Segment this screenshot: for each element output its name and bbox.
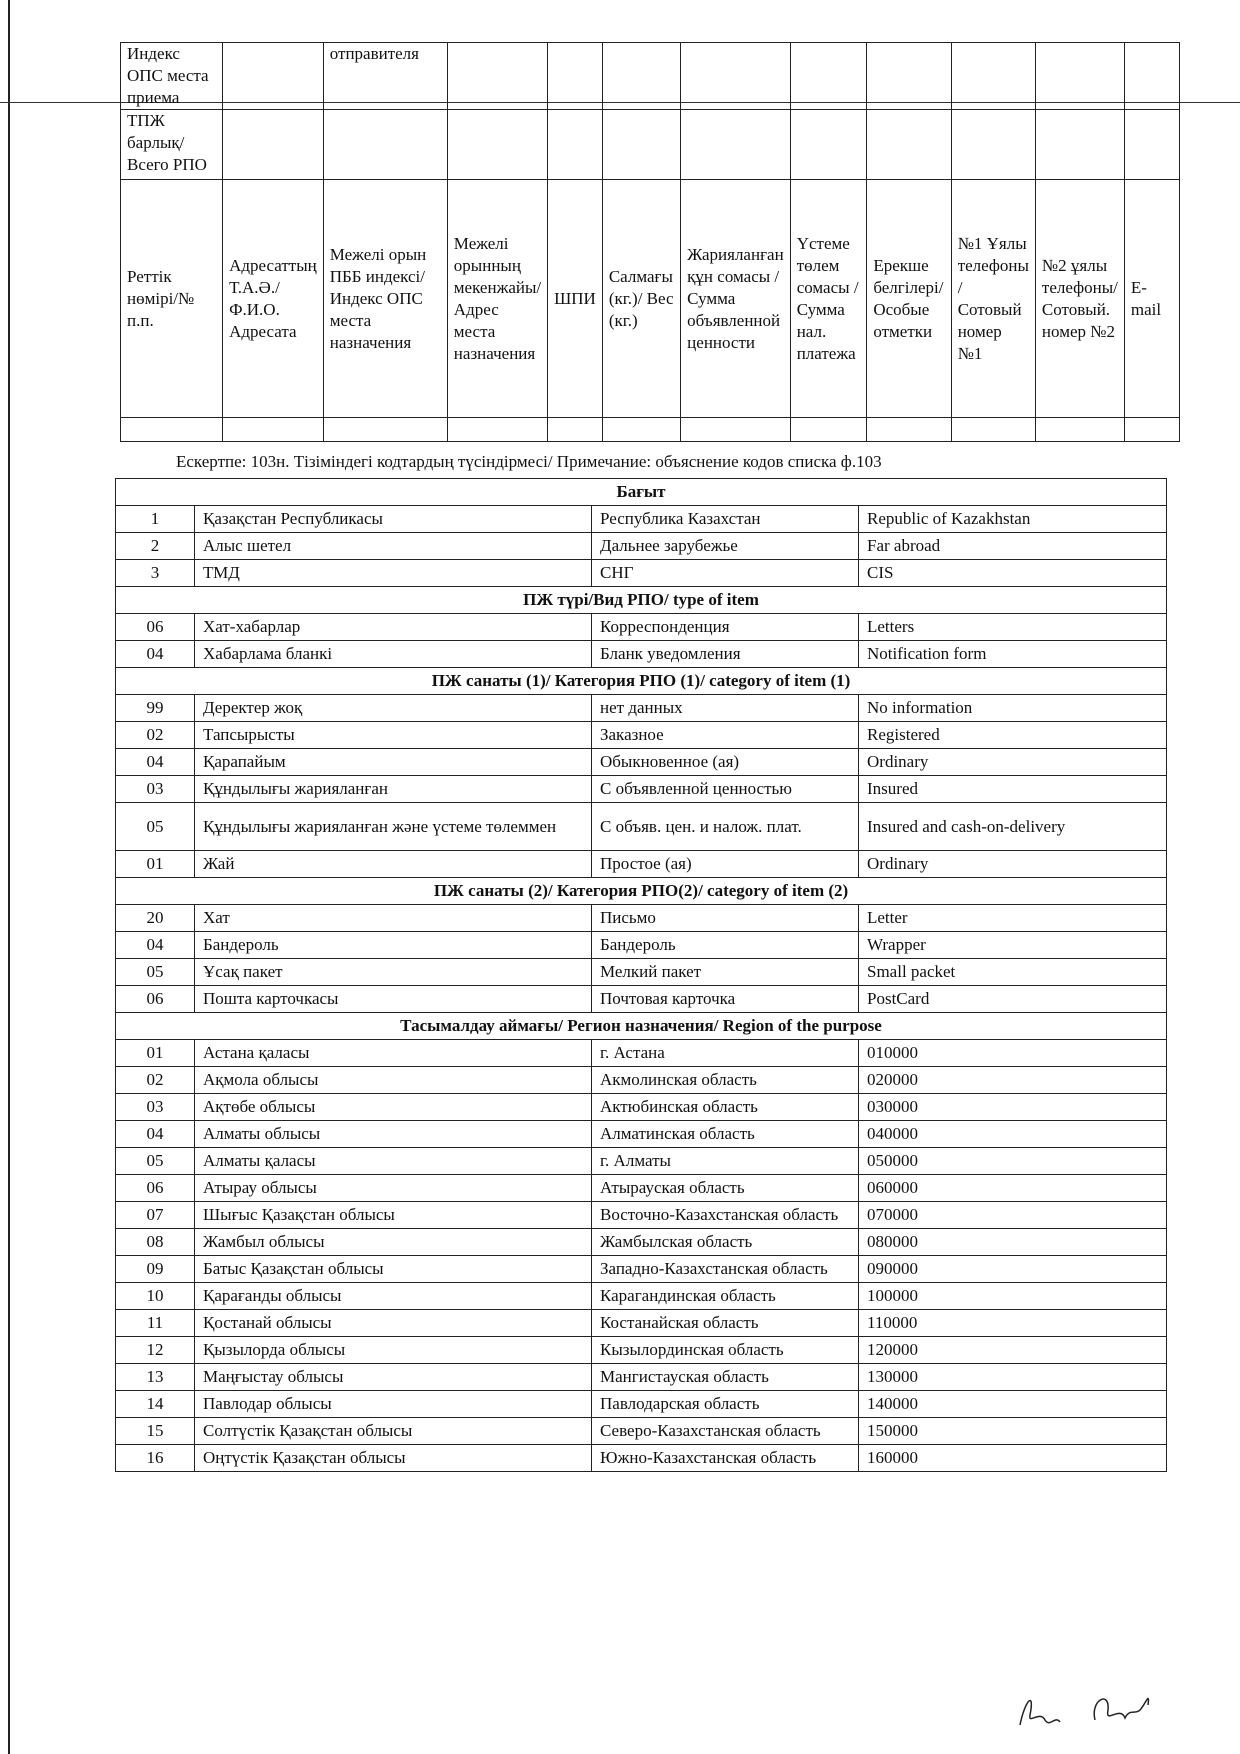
table-row — [116, 641, 1167, 668]
en-cell: Insured — [859, 776, 1167, 803]
kz-cell: Ақмола облысы — [195, 1067, 592, 1094]
code-cell: 06 — [116, 614, 195, 641]
en-cell: Letters — [859, 614, 1167, 641]
section-header: ПЖ санаты (2)/ Категория РПО(2)/ category of item (2) — [116, 878, 1167, 905]
header-spi: ШПИ — [548, 180, 603, 418]
register-cell — [790, 418, 867, 442]
postal-index-cell: 070000 — [859, 1202, 1167, 1229]
register-cell — [548, 418, 603, 442]
section-header: ПЖ санаты (1)/ Категория РПО (1)/ category of item (1) — [116, 668, 1167, 695]
table-row — [116, 1094, 1167, 1121]
ru-cell: Северо-Казахстанская область — [592, 1418, 859, 1445]
code-cell: 06 — [116, 986, 195, 1013]
table-row — [116, 1364, 1167, 1391]
table-row — [116, 614, 1167, 641]
code-cell: 13 — [116, 1364, 195, 1391]
en-cell: Ordinary — [859, 851, 1167, 878]
kz-cell: Маңғыстау облысы — [195, 1364, 592, 1391]
section-header: Бағыт — [116, 479, 1167, 506]
en-cell: Republic of Kazakhstan — [859, 506, 1167, 533]
code-cell: 05 — [116, 959, 195, 986]
direction-table — [115, 478, 1167, 1472]
register-cell — [447, 43, 547, 110]
kz-cell: Тапсырысты — [195, 722, 592, 749]
ru-cell: Бандероль — [592, 932, 859, 959]
ru-cell: Карагандинская область — [592, 1283, 859, 1310]
table-row — [116, 560, 1167, 587]
register-cell — [951, 43, 1035, 110]
codes-note: Ескертпе: 103н. Тізіміндегі кодтардың түсіндірмесі/ Примечание: объяснение кодов списка ф.103 — [176, 452, 882, 471]
table-row — [116, 1229, 1167, 1256]
ru-cell: Почтовая карточка — [592, 986, 859, 1013]
register-cell: Индекс ОПС места приема — [121, 43, 223, 110]
code-cell: 06 — [116, 1175, 195, 1202]
header-weight: Салмағы (кг.)/ Вес (кг.) — [602, 180, 680, 418]
code-cell: 99 — [116, 695, 195, 722]
header-cod-amount: Үстеме төлем сомасы / Сумма нал. платежа — [790, 180, 867, 418]
register-cell — [1035, 418, 1124, 442]
kz-cell: Оңтүстік Қазақстан облысы — [195, 1445, 592, 1472]
header-declared-value: Жарияланған құн сомасы / Сумма объявленной ценности — [681, 180, 791, 418]
register-row-index — [121, 43, 1180, 110]
code-cell: 05 — [116, 803, 195, 851]
header-destination-address: Межелі орынның мекенжайы/ Адрес места назначения — [447, 180, 547, 418]
en-cell: Small packet — [859, 959, 1167, 986]
kz-cell: Қостанай облысы — [195, 1310, 592, 1337]
kz-cell: Қызылорда облысы — [195, 1337, 592, 1364]
code-cell: 04 — [116, 932, 195, 959]
register-cell — [867, 43, 951, 110]
postal-index-cell: 120000 — [859, 1337, 1167, 1364]
kz-cell: Жамбыл облысы — [195, 1229, 592, 1256]
kz-cell: Пошта карточкасы — [195, 986, 592, 1013]
ru-cell: Простое (ая) — [592, 851, 859, 878]
register-cell — [1124, 418, 1179, 442]
left-margin-rule — [8, 0, 10, 1754]
code-cell: 08 — [116, 1229, 195, 1256]
kz-cell: Алматы қаласы — [195, 1148, 592, 1175]
code-cell: 2 — [116, 533, 195, 560]
en-cell: Registered — [859, 722, 1167, 749]
ru-cell: Мелкий пакет — [592, 959, 859, 986]
table-row — [116, 506, 1167, 533]
code-cell: 04 — [116, 749, 195, 776]
register-row-total — [121, 110, 1180, 180]
table-row — [116, 851, 1167, 878]
code-cell: 16 — [116, 1445, 195, 1472]
register-cell — [548, 110, 603, 180]
table-row — [116, 1175, 1167, 1202]
table-row — [116, 959, 1167, 986]
ru-cell: С объяв. цен. и налож. плат. — [592, 803, 859, 851]
handwritten-signature — [1000, 1670, 1180, 1740]
table-row — [116, 1121, 1167, 1148]
register-cell — [548, 43, 603, 110]
register-cell — [1035, 110, 1124, 180]
kz-cell: Хабарлама бланкі — [195, 641, 592, 668]
code-cell: 02 — [116, 1067, 195, 1094]
kz-cell: Бандероль — [195, 932, 592, 959]
header-special-marks: Ерекше белгілері/ Особые отметки — [867, 180, 951, 418]
register-cell — [223, 110, 324, 180]
en-cell: Wrapper — [859, 932, 1167, 959]
table-row — [116, 932, 1167, 959]
code-cell: 02 — [116, 722, 195, 749]
header-destination-index: Межелі орын ПББ индексі/ Индекс ОПС места назначения — [323, 180, 447, 418]
kz-cell: Солтүстік Қазақстан облысы — [195, 1418, 592, 1445]
ru-cell: Бланк уведомления — [592, 641, 859, 668]
postal-index-cell: 110000 — [859, 1310, 1167, 1337]
en-cell: CIS — [859, 560, 1167, 587]
register-cell — [602, 418, 680, 442]
kz-cell: Құндылығы жарияланған — [195, 776, 592, 803]
kz-cell: Қарағанды облысы — [195, 1283, 592, 1310]
postal-index-cell: 060000 — [859, 1175, 1167, 1202]
postal-index-cell: 100000 — [859, 1283, 1167, 1310]
postal-index-cell: 040000 — [859, 1121, 1167, 1148]
ru-cell: Западно-Казахстанская область — [592, 1256, 859, 1283]
register-cell — [951, 418, 1035, 442]
postal-index-cell: 140000 — [859, 1391, 1167, 1418]
code-cell: 10 — [116, 1283, 195, 1310]
register-cell — [1035, 43, 1124, 110]
table-row — [116, 749, 1167, 776]
kz-cell: Жай — [195, 851, 592, 878]
table-row — [116, 1283, 1167, 1310]
table-row — [116, 695, 1167, 722]
register-cell — [867, 418, 951, 442]
en-cell: Letter — [859, 905, 1167, 932]
register-cell — [790, 110, 867, 180]
kz-cell: ТМД — [195, 560, 592, 587]
register-cell — [681, 110, 791, 180]
kz-cell: Павлодар облысы — [195, 1391, 592, 1418]
register-table — [120, 42, 1180, 442]
ru-cell: Корреспонденция — [592, 614, 859, 641]
kz-cell: Хат — [195, 905, 592, 932]
register-cell — [951, 110, 1035, 180]
kz-cell: Атырау облысы — [195, 1175, 592, 1202]
header-seq-number: Реттік нөмірі/№ п.п. — [121, 180, 223, 418]
header-recipient-name: Адресаттың Т.А.Ә./ Ф.И.О. Адресата — [223, 180, 324, 418]
register-cell: ТПЖ барлық/ Всего РПО — [121, 110, 223, 180]
table-row — [116, 1256, 1167, 1283]
register-cell: отправителя — [323, 43, 447, 110]
ru-cell: Актюбинская область — [592, 1094, 859, 1121]
register-cell — [790, 43, 867, 110]
register-cell — [223, 43, 324, 110]
section-header: ПЖ түрі/Вид РПО/ type of item — [116, 587, 1167, 614]
postal-index-cell: 080000 — [859, 1229, 1167, 1256]
postal-index-cell: 130000 — [859, 1364, 1167, 1391]
table-row — [116, 1040, 1167, 1067]
table-row — [116, 1445, 1167, 1472]
register-cell — [223, 418, 324, 442]
en-cell: Insured and cash-on-delivery — [859, 803, 1167, 851]
kz-cell: Астана қаласы — [195, 1040, 592, 1067]
code-cell: 3 — [116, 560, 195, 587]
table-row — [116, 1067, 1167, 1094]
register-cell — [681, 43, 791, 110]
register-cell — [681, 418, 791, 442]
en-cell: Ordinary — [859, 749, 1167, 776]
code-cell: 1 — [116, 506, 195, 533]
register-cell — [121, 418, 223, 442]
ru-cell: Павлодарская область — [592, 1391, 859, 1418]
kz-cell: Шығыс Қазақстан облысы — [195, 1202, 592, 1229]
code-cell: 11 — [116, 1310, 195, 1337]
code-cell: 01 — [116, 1040, 195, 1067]
register-cell — [323, 110, 447, 180]
table-row — [116, 1202, 1167, 1229]
table-row — [116, 1337, 1167, 1364]
register-cell — [602, 43, 680, 110]
postal-index-cell: 090000 — [859, 1256, 1167, 1283]
kz-cell: Деректер жоқ — [195, 695, 592, 722]
ru-cell: нет данных — [592, 695, 859, 722]
table-row — [116, 1310, 1167, 1337]
register-cell — [867, 110, 951, 180]
code-cell: 03 — [116, 1094, 195, 1121]
ru-cell: Костанайская область — [592, 1310, 859, 1337]
kz-cell: Батыс Қазақстан облысы — [195, 1256, 592, 1283]
table-row — [116, 803, 1167, 851]
ru-cell: СНГ — [592, 560, 859, 587]
table-row — [116, 1148, 1167, 1175]
section-header: Тасымалдау аймағы/ Регион назначения/ Region of the purpose — [116, 1013, 1167, 1040]
table-row — [116, 776, 1167, 803]
kz-cell: Қарапайым — [195, 749, 592, 776]
postal-index-cell: 150000 — [859, 1418, 1167, 1445]
kz-cell: Ұсақ пакет — [195, 959, 592, 986]
code-cell: 04 — [116, 641, 195, 668]
ru-cell: Алматинская область — [592, 1121, 859, 1148]
postal-index-cell: 030000 — [859, 1094, 1167, 1121]
code-cell: 14 — [116, 1391, 195, 1418]
code-cell: 03 — [116, 776, 195, 803]
ru-cell: Южно-Казахстанская область — [592, 1445, 859, 1472]
code-cell: 07 — [116, 1202, 195, 1229]
postal-index-cell: 020000 — [859, 1067, 1167, 1094]
register-empty-row — [121, 418, 1180, 442]
table-row — [116, 1391, 1167, 1418]
ru-cell: Заказное — [592, 722, 859, 749]
ru-cell: Дальнее зарубежье — [592, 533, 859, 560]
ru-cell: Жамбылская область — [592, 1229, 859, 1256]
en-cell: Notification form — [859, 641, 1167, 668]
ru-cell: Акмолинская область — [592, 1067, 859, 1094]
code-cell: 20 — [116, 905, 195, 932]
kz-cell: Хат-хабарлар — [195, 614, 592, 641]
postal-index-cell: 050000 — [859, 1148, 1167, 1175]
ru-cell: Восточно-Казахстанская область — [592, 1202, 859, 1229]
postal-index-cell: 010000 — [859, 1040, 1167, 1067]
ru-cell: Письмо — [592, 905, 859, 932]
postal-index-cell: 160000 — [859, 1445, 1167, 1472]
register-cell — [447, 110, 547, 180]
code-cell: 04 — [116, 1121, 195, 1148]
register-cell — [447, 418, 547, 442]
code-cell: 09 — [116, 1256, 195, 1283]
ru-cell: Атырауская область — [592, 1175, 859, 1202]
en-cell: Far abroad — [859, 533, 1167, 560]
kz-cell: Ақтөбе облысы — [195, 1094, 592, 1121]
table-row — [116, 533, 1167, 560]
en-cell: No information — [859, 695, 1167, 722]
ru-cell: Мангистауская область — [592, 1364, 859, 1391]
register-cell — [602, 110, 680, 180]
kz-cell: Алматы облысы — [195, 1121, 592, 1148]
ru-cell: г. Астана — [592, 1040, 859, 1067]
register-header-row — [121, 180, 1180, 418]
register-cell — [323, 418, 447, 442]
code-cell: 12 — [116, 1337, 195, 1364]
ru-cell: Кызылординская область — [592, 1337, 859, 1364]
ru-cell: Обыкновенное (ая) — [592, 749, 859, 776]
table-row — [116, 986, 1167, 1013]
ru-cell: г. Алматы — [592, 1148, 859, 1175]
code-cell: 05 — [116, 1148, 195, 1175]
header-email: E-mail — [1124, 180, 1179, 418]
code-cell: 15 — [116, 1418, 195, 1445]
table-row — [116, 1418, 1167, 1445]
table-row — [116, 905, 1167, 932]
register-cell — [1124, 110, 1179, 180]
register-cell — [1124, 43, 1179, 110]
en-cell: PostCard — [859, 986, 1167, 1013]
ru-cell: Республика Казахстан — [592, 506, 859, 533]
header-phone-2: №2 ұялы телефоны/ Сотовый. номер №2 — [1035, 180, 1124, 418]
code-cell: 01 — [116, 851, 195, 878]
kz-cell: Алыс шетел — [195, 533, 592, 560]
table-row — [116, 722, 1167, 749]
header-phone-1: №1 Ұялы телефоны / Сотовый номер №1 — [951, 180, 1035, 418]
kz-cell: Құндылығы жарияланған және үстеме төлеммен — [195, 803, 592, 851]
kz-cell: Қазақстан Республикасы — [195, 506, 592, 533]
ru-cell: С объявленной ценностью — [592, 776, 859, 803]
